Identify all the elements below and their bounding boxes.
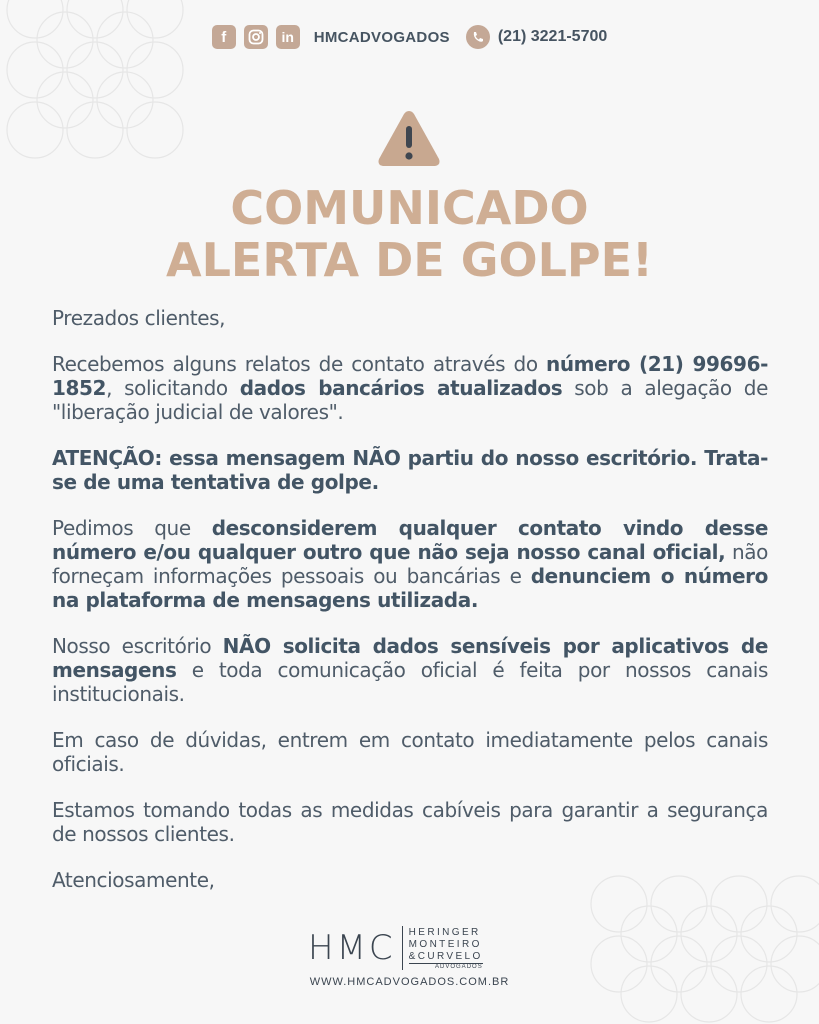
bold-text: denunciem o número na plataforma de mensagens utilizada.: [52, 564, 768, 612]
paragraph-attention: [52, 446, 768, 494]
logo-mark: HMC: [308, 928, 396, 968]
text: , solicitando: [106, 376, 240, 400]
website-link[interactable]: WWW.HMCADVOGADOS.COM.BR: [309, 976, 510, 988]
bold-text: ATENÇÃO: essa mensagem NÃO partiu do nosso escritório. Trata-se de uma tentativa de golpe.: [52, 446, 768, 494]
phone-number[interactable]: (21) 3221-5700: [497, 28, 608, 45]
greeting: Prezados clientes,: [52, 306, 226, 330]
text: e toda comunicação oficial é feita por nossos canais institucionais.: [52, 658, 768, 706]
paragraph-doubts: Em caso de dúvidas, entrem em contato imediatamente pelos canais oficiais.: [52, 728, 768, 776]
instagram-icon[interactable]: [244, 25, 268, 49]
header-contact-bar: [0, 22, 819, 52]
title-line-2: ALERTA DE GOLPE!: [165, 233, 654, 287]
logo-line: &CURVELO: [408, 950, 483, 962]
text: Pedimos que: [52, 516, 212, 540]
paragraph-measures: Estamos tomando todas as medidas cabíveis para garantir a segurança de nossos clientes.: [52, 798, 768, 846]
bold-text: desconsiderem qualquer contato vindo desse número e/ou qualquer outro que não seja nosso canal oficial,: [52, 516, 768, 564]
paragraph-request: [52, 516, 768, 612]
page-title: [0, 182, 819, 286]
bold-text: número (21) 99696-1852: [52, 352, 768, 400]
text: Nosso escritório: [52, 634, 223, 658]
title-line-1: COMUNICADO: [230, 181, 589, 235]
text: não forneçam informações pessoais ou bancárias e: [52, 540, 768, 588]
bold-text: NÃO solicita dados sensíveis por aplicativos de mensagens: [52, 634, 768, 682]
notice-body: [52, 306, 768, 914]
company-logo: [308, 924, 508, 972]
logo-subtitle: ADVOGADOS: [409, 963, 483, 970]
linkedin-icon[interactable]: in: [276, 25, 300, 49]
whatsapp-icon[interactable]: [466, 25, 490, 49]
facebook-icon[interactable]: f: [212, 25, 236, 49]
text: sob a alegação de "liberação judicial de valores".: [52, 376, 768, 424]
logo-divider: [402, 926, 403, 970]
bold-text: dados bancários atualizados: [239, 376, 563, 400]
text: Recebemos alguns relatos de contato através do: [52, 352, 546, 376]
logo-text-block: [409, 927, 483, 970]
logo-line: HERINGER: [408, 926, 481, 938]
warning-icon: [376, 108, 442, 168]
closing: Atenciosamente,: [52, 868, 215, 892]
paragraph-policy: [52, 634, 768, 706]
paragraph-report: [52, 352, 768, 424]
logo-line: MONTEIRO: [408, 938, 482, 950]
social-handle: HMCADVOGADOS: [313, 28, 450, 46]
